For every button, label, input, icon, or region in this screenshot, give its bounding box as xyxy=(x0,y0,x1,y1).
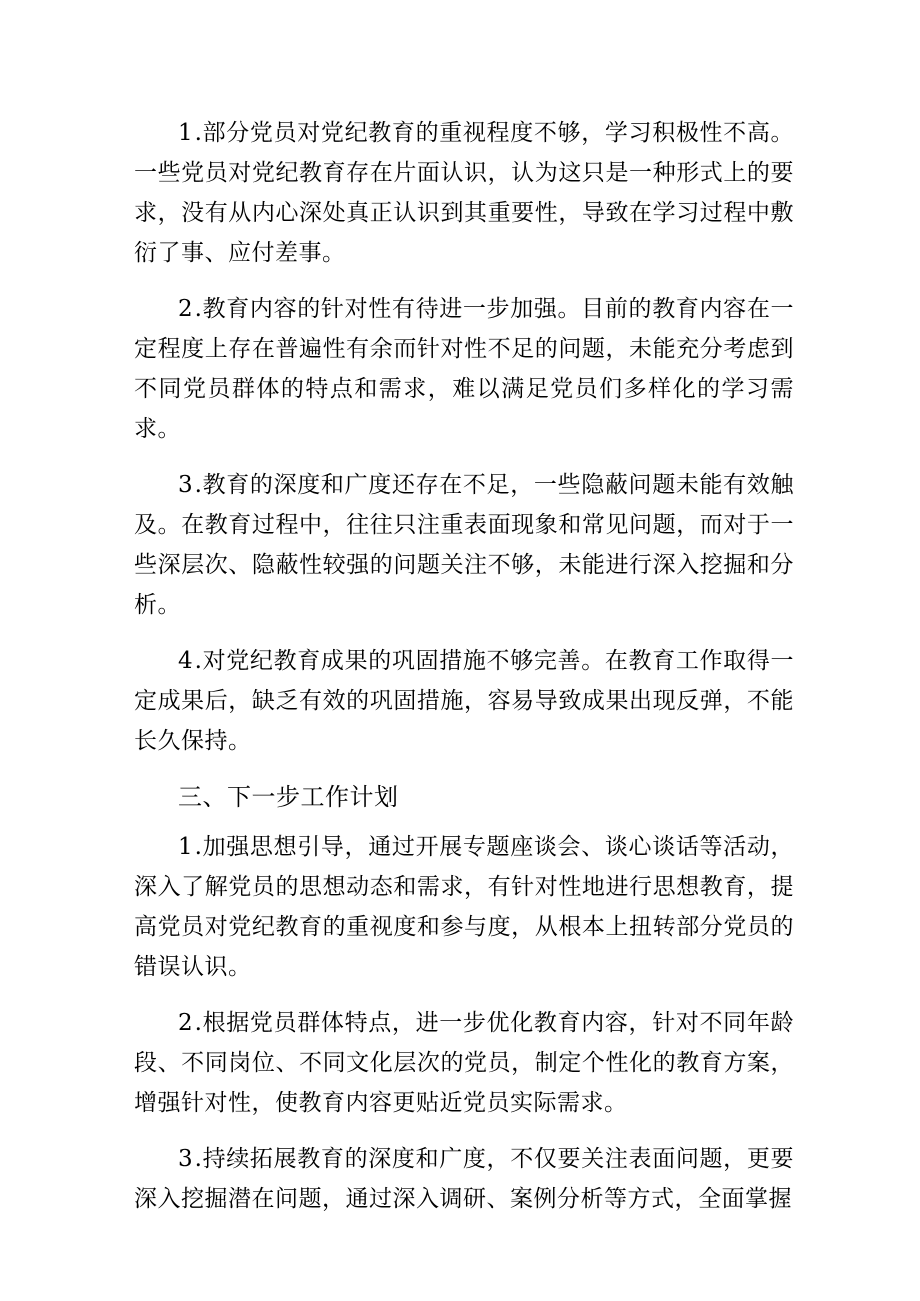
paragraph-number: 2 xyxy=(178,296,195,322)
paragraph-number: 2 xyxy=(178,1010,195,1036)
paragraph-number: 3 xyxy=(178,472,195,498)
paragraph-number: 1 xyxy=(178,834,195,860)
paragraph-number: 3 xyxy=(178,1146,195,1172)
problem-paragraph-4 xyxy=(134,641,794,761)
problem-paragraph-1 xyxy=(134,113,794,273)
paragraph-text: .教育的深度和广度还存在不足，一些隐蔽问题未能有效触及。在教育过程中，往往只注重表面现象和常见问题，而对于一些深层次、隐蔽性较强的问题关注不够，未能进行深入挖掘和分析。 xyxy=(134,472,794,618)
section-heading: 三、下一步工作计划 xyxy=(178,783,399,811)
problem-paragraph-3 xyxy=(134,465,794,625)
paragraph-text: .持续拓展教育的深度和广度，不仅要关注表面问题，更要深入挖掘潜在问题，通过深入调研、案例分析等方式，全面掌握 xyxy=(134,1146,794,1212)
paragraph-number: 1 xyxy=(178,120,195,146)
plan-paragraph-1 xyxy=(134,827,794,987)
plan-paragraph-2 xyxy=(134,1003,794,1123)
problem-paragraph-2 xyxy=(134,289,794,449)
paragraph-number: 4 xyxy=(178,648,195,674)
document-body xyxy=(134,113,794,1235)
paragraph-text: .部分党员对党纪教育的重视程度不够，学习积极性不高。一些党员对党纪教育存在片面认识，认为这只是一种形式上的要求，没有从内心深处真正认识到其重要性，导致在学习过程中敷衍了事、应付差事。 xyxy=(134,120,794,266)
paragraph-text: .加强思想引导，通过开展专题座谈会、谈心谈话等活动，深入了解党员的思想动态和需求，有针对性地进行思想教育，提高党员对党纪教育的重视度和参与度，从根本上扭转部分党员的错误认识。 xyxy=(134,834,794,980)
paragraph-text: .根据党员群体特点，进一步优化教育内容，针对不同年龄段、不同岗位、不同文化层次的党员，制定个性化的教育方案，增强针对性，使教育内容更贴近党员实际需求。 xyxy=(134,1010,794,1116)
paragraph-text: .教育内容的针对性有待进一步加强。目前的教育内容在一定程度上存在普遍性有余而针对性不足的问题，未能充分考虑到不同党员群体的特点和需求，难以满足党员们多样化的学习需求。 xyxy=(134,296,794,442)
paragraph-text: .对党纪教育成果的巩固措施不够完善。在教育工作取得一定成果后，缺乏有效的巩固措施，容易导致成果出现反弹，不能长久保持。 xyxy=(134,648,794,754)
plan-paragraph-3 xyxy=(134,1139,794,1219)
